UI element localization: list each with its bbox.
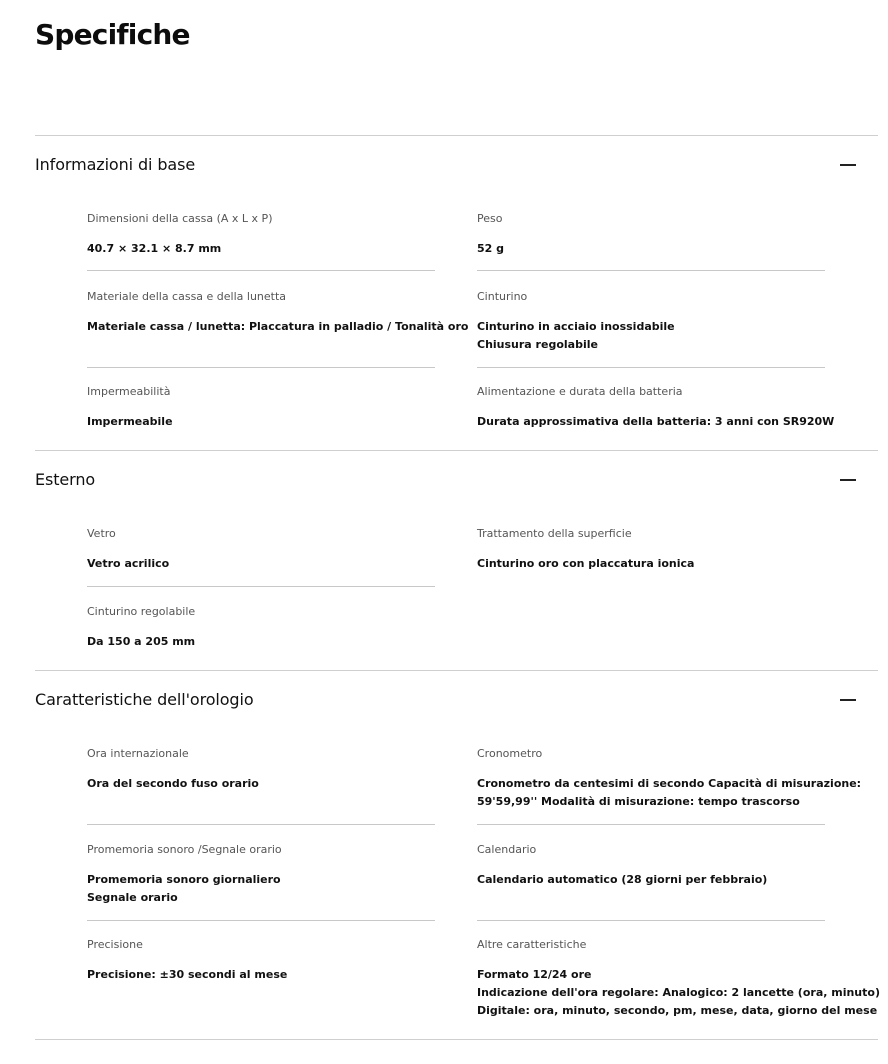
- spec-item-ora-internazionale: [87, 747, 435, 793]
- spec-value: 40.7 × 32.1 × 8.7 mm: [87, 242, 222, 255]
- spec-value: Da 150 a 205 mm: [87, 635, 196, 648]
- spec-divider: [477, 920, 825, 921]
- spec-value: Durata approssimativa della batteria: 3 anni con SR920W: [477, 415, 835, 428]
- spec-label: Cinturino regolabile: [87, 605, 196, 618]
- spec-item-cinturino-regolabile: [87, 605, 435, 651]
- spec-label: Cronometro: [477, 747, 543, 760]
- spec-label: Precisione: [87, 938, 143, 951]
- spec-label: Calendario: [477, 843, 537, 856]
- spec-divider: [87, 367, 435, 368]
- spec-label: Impermeabilità: [87, 385, 171, 398]
- spec-label: Alimentazione e durata della batteria: [477, 385, 683, 398]
- spec-item-vetro: [87, 527, 435, 573]
- spec-label: Promemoria sonoro /Segnale orario: [87, 843, 282, 856]
- spec-item-precisione: [87, 938, 435, 984]
- spec-item-cinturino: [477, 290, 825, 354]
- spec-divider: [87, 824, 435, 825]
- spec-item-calendario: [477, 843, 825, 889]
- spec-value: 52 g: [477, 242, 505, 255]
- spec-divider: [87, 586, 435, 587]
- spec-divider: [477, 824, 825, 825]
- collapse-icon[interactable]: [840, 472, 856, 488]
- section-divider: [35, 1039, 878, 1040]
- spec-label: Ora internazionale: [87, 747, 189, 760]
- spec-label: Cinturino: [477, 290, 528, 303]
- spec-value: Materiale cassa / lunetta: Placcatura in palladio / Tonalità oro: [87, 320, 469, 333]
- collapse-icon[interactable]: [840, 157, 856, 173]
- spec-item-cronometro: [477, 747, 862, 811]
- spec-label: Materiale della cassa e della lunetta: [87, 290, 287, 303]
- spec-item-peso: [477, 212, 825, 258]
- spec-divider: [477, 367, 825, 368]
- section-divider: [35, 135, 878, 136]
- spec-value: Cronometro da centesimi di secondo Capacità di misurazione: 59'59,99'' Modalità di misurazione: tempo trascorso: [477, 777, 862, 808]
- spec-label: Trattamento della superficie: [477, 527, 632, 540]
- page-title: Specifiche: [35, 18, 190, 51]
- spec-item-batteria: [477, 385, 835, 431]
- spec-divider: [87, 920, 435, 921]
- spec-value: Promemoria sonoro giornaliero Segnale orario: [87, 873, 281, 904]
- spec-item-materiale: [87, 290, 469, 336]
- section-title-informazioni-di-base[interactable]: Informazioni di base: [35, 155, 196, 174]
- section-divider: [35, 670, 878, 671]
- spec-value: Impermeabile: [87, 415, 173, 428]
- spec-divider: [87, 270, 435, 271]
- spec-label: Altre caratteristiche: [477, 938, 587, 951]
- spec-label: Peso: [477, 212, 503, 225]
- spec-value: Cinturino oro con placcatura ionica: [477, 557, 695, 570]
- section-title-esterno[interactable]: Esterno: [35, 470, 96, 489]
- spec-item-promemoria: [87, 843, 435, 907]
- spec-value: Vetro acrilico: [87, 557, 170, 570]
- section-divider: [35, 450, 878, 451]
- spec-label: Dimensioni della cassa (A x L x P): [87, 212, 273, 225]
- spec-item-trattamento: [477, 527, 825, 573]
- spec-divider: [477, 270, 825, 271]
- collapse-icon[interactable]: [840, 692, 856, 708]
- spec-value: Precisione: ±30 secondi al mese: [87, 968, 288, 981]
- spec-value: Cinturino in acciaio inossidabile Chiusura regolabile: [477, 320, 675, 351]
- spec-item-altre-caratteristiche: [477, 938, 880, 1020]
- spec-value: Ora del secondo fuso orario: [87, 777, 259, 790]
- spec-item-dimensioni: [87, 212, 435, 258]
- spec-label: Vetro: [87, 527, 116, 540]
- spec-item-impermeabilita: [87, 385, 435, 431]
- spec-value: Calendario automatico (28 giorni per febbraio): [477, 873, 768, 886]
- spec-value: Formato 12/24 ore Indicazione dell'ora regolare: Analogico: 2 lancette (ora, minuto) Digitale: ora, minuto, secondo, pm, mese, data, giorno del mese: [477, 968, 880, 1017]
- section-title-caratteristiche[interactable]: Caratteristiche dell'orologio: [35, 690, 254, 709]
